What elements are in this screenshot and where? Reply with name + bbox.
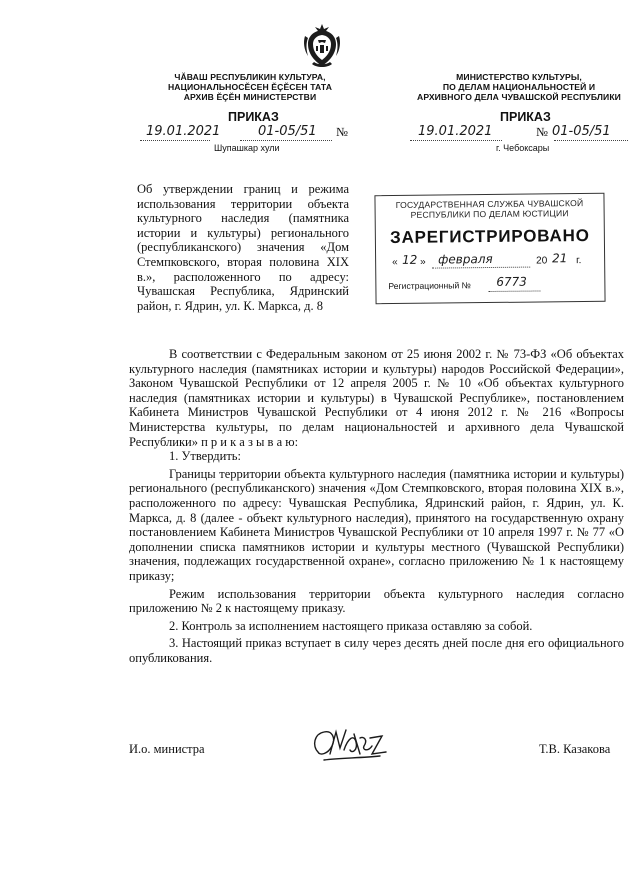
handwritten-signature [310, 724, 392, 766]
stamp-registered-text: ЗАРЕГИСТРИРОВАНО [389, 225, 590, 248]
item-1-heading: 1. Утвердить: [169, 449, 241, 464]
quote-close: » [420, 256, 426, 268]
place-chuvash: Шупашкар хули [214, 143, 280, 153]
handwritten-date: 19.01.2021 [418, 124, 493, 139]
number-underline [240, 140, 332, 141]
item-2-paragraph: 2. Контроль за исполнением настоящего приказа оставляю за собой. [169, 618, 533, 633]
signatory-name: Т.В. Казакова [539, 742, 611, 756]
order-label-left: ПРИКАЗ [228, 110, 279, 124]
handwritten-number: 01-05/51 [258, 124, 317, 139]
month-underline [432, 267, 530, 269]
signatory-position: И.о. министра [129, 742, 205, 756]
number-underline [554, 140, 628, 141]
preamble-paragraph: В соответствии с Федеральным законом от 25 июня 2002 г. № 73-ФЗ «Об объектах культурного наследия (памятниках истории и культуры) народов Российской Федерации», Законом Чувашской Республики от 12 апреля 2005 г. № 10 «Об объектах культурного наследия (памятниках истории и культуры) в Чувашской Республике», постановлением Кабинета Министров Чувашской Республики от 4 июня 2012 г. № 216 «Вопросы Министерства культуры, по делам национальностей и архивного дела Чувашской Республики» п р и к а з ы в а ю: [129, 347, 624, 449]
stamp-reg-number: 6773 [496, 274, 527, 289]
stamp-agency-line: ГОСУДАРСТВЕННАЯ СЛУЖБА ЧУВАШСКОЙ [395, 198, 584, 210]
ministry-header-russian [408, 72, 630, 102]
header-line: АРХИВНОГО ДЕЛА ЧУВАШСКОЙ РЕСПУБЛИКИ [417, 92, 621, 102]
reg-underline [488, 290, 540, 292]
usage-regime-paragraph: Режим использования территории объекта культурного наследия согласно приложению № 2 к настоящему приказу. [129, 586, 624, 616]
order-body [129, 347, 624, 665]
order-date-number-left [140, 124, 355, 144]
stamp-year-prefix: 20 [536, 255, 548, 267]
stamp-day: 12 [402, 252, 418, 267]
stamp-agency-line: РЕСПУБЛИКИ ПО ДЕЛАМ ЮСТИЦИИ [410, 208, 569, 220]
date-underline [410, 140, 502, 141]
stamp-reg-label: Регистрационный № [388, 280, 471, 292]
boundaries-paragraph: Границы территории объекта культурного наследия (памятника истории и культуры) регионального (республиканского) значения «Дом Стемпковского, вторая половина XIX в.», расположенного по адресу: Чувашская Республика, Ядринский район, г. Ядрин, ул. К. Маркса, д. 8 (далее - объект культурного наследия), принятого на государственную охрану постановлением Кабинета Министров Чувашской Республики от 10 апреля 1997 г. № 77 «О дополнении списка памятников истории и культуры местного (Чувашской Республики) значения, подлежащих государственной охране», согласно приложению № 1 к настоящему приказу; [129, 466, 624, 583]
place-russian: г. Чебоксары [496, 143, 550, 153]
stamp-date-line [376, 251, 604, 273]
number-sign: № [536, 125, 548, 139]
header-line: ПО ДЕЛАМ НАЦИОНАЛЬНОСТЕЙ И [442, 82, 596, 92]
quote-open: « [392, 256, 398, 269]
registration-stamp [374, 193, 605, 304]
header-line: НАЦИОНАЛЬНОСĔСЕН ĔÇĔСЕН ТАТА [167, 82, 333, 92]
handwritten-number: 01-05/51 [552, 124, 611, 139]
header-line: АРХИВ ĔÇĔН МИНИСТЕРСТВИ [183, 92, 317, 102]
stamp-month: февраля [438, 251, 493, 267]
order-title: Об утверждении границ и режима использования территории объекта культурного наследия (памятника истории и культуры) регионального (республиканского) значения «Дом Стемпковского, вторая половина XIX в.», расположенного по адресу: Чувашская Республика, Ядринский район, г. Ядрин, ул. К. Маркса, д. 8 [137, 182, 349, 313]
header-line: МИНИСТЕРСТВО КУЛЬТУРЫ, [456, 72, 582, 82]
stamp-reg-line [376, 274, 604, 294]
order-label-right: ПРИКАЗ [500, 110, 551, 124]
number-sign: № [336, 125, 348, 139]
stamp-year-g: г. [576, 255, 582, 267]
header-line: ЧĂВАШ РЕСПУБЛИКИН КУЛЬТУРА, [174, 72, 326, 82]
order-date-number-right [404, 124, 630, 144]
ministry-header-chuvash [150, 72, 350, 102]
coat-of-arms-emblem [302, 22, 342, 70]
item-3-paragraph: 3. Настоящий приказ вступает в силу через десять дней после дня его официального опубликования. [129, 636, 624, 665]
date-underline [140, 140, 210, 141]
stamp-year-suffix: 21 [552, 251, 568, 266]
handwritten-date: 19.01.2021 [146, 124, 221, 139]
